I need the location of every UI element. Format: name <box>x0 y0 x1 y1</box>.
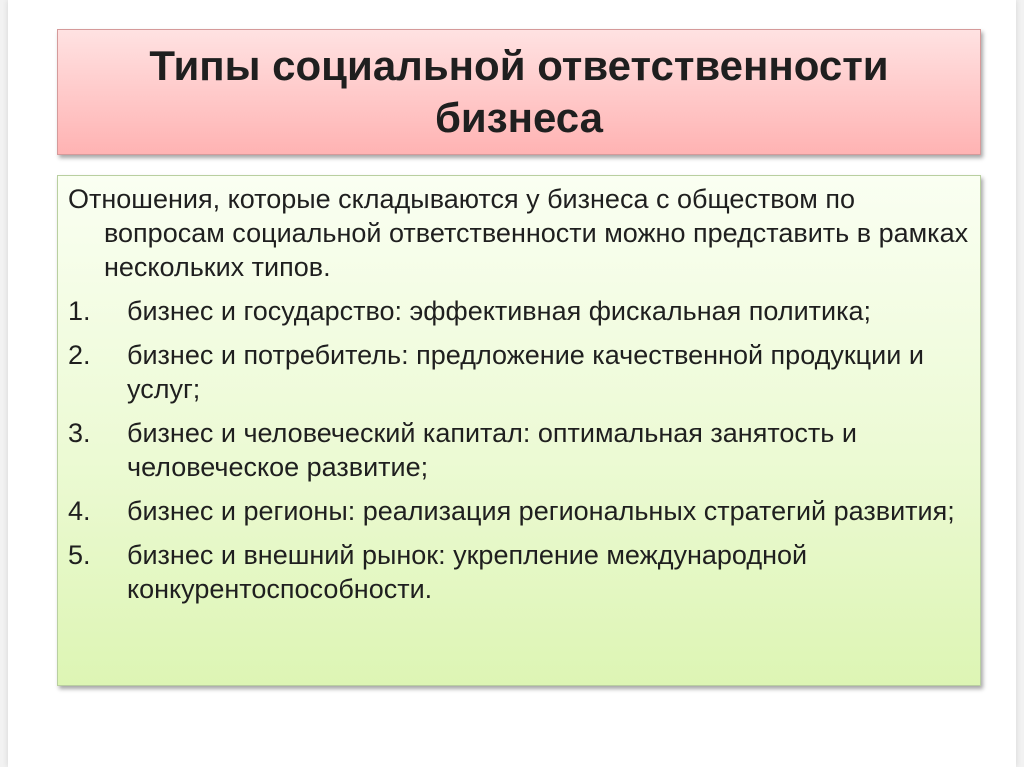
list-item-number: 1. <box>68 296 91 326</box>
list-item <box>68 538 970 606</box>
list-item-text: бизнес и регионы: реализация региональных стратегий развития; <box>127 496 955 526</box>
list-item-text: бизнес и человеческий капитал: оптимальная занятость и человеческое развитие; <box>127 418 857 482</box>
list-item-number: 4. <box>68 496 91 526</box>
list-item-number: 3. <box>68 418 91 448</box>
list-item <box>68 416 970 484</box>
content-box <box>57 175 981 686</box>
list-item <box>68 338 970 406</box>
list-item-text: бизнес и потребитель: предложение качественной продукции и услуг; <box>127 340 924 404</box>
slide <box>8 0 1016 767</box>
list-item-number: 5. <box>68 540 91 570</box>
list-item <box>68 294 970 328</box>
title-box <box>57 29 981 155</box>
list-item-text: бизнес и государство: эффективная фискальная политика; <box>127 296 872 326</box>
list-item-text: бизнес и внешний рынок: укрепление международной конкурентоспособности. <box>127 540 808 604</box>
intro-paragraph: Отношения, которые складываются у бизнеса с обществом по вопросам социальной ответственности можно представить в рамках нескольких типов. <box>68 184 969 282</box>
slide-title: Типы социальной ответственности бизнеса <box>149 42 889 141</box>
list-item-number: 2. <box>68 340 91 370</box>
list-item <box>68 494 970 528</box>
